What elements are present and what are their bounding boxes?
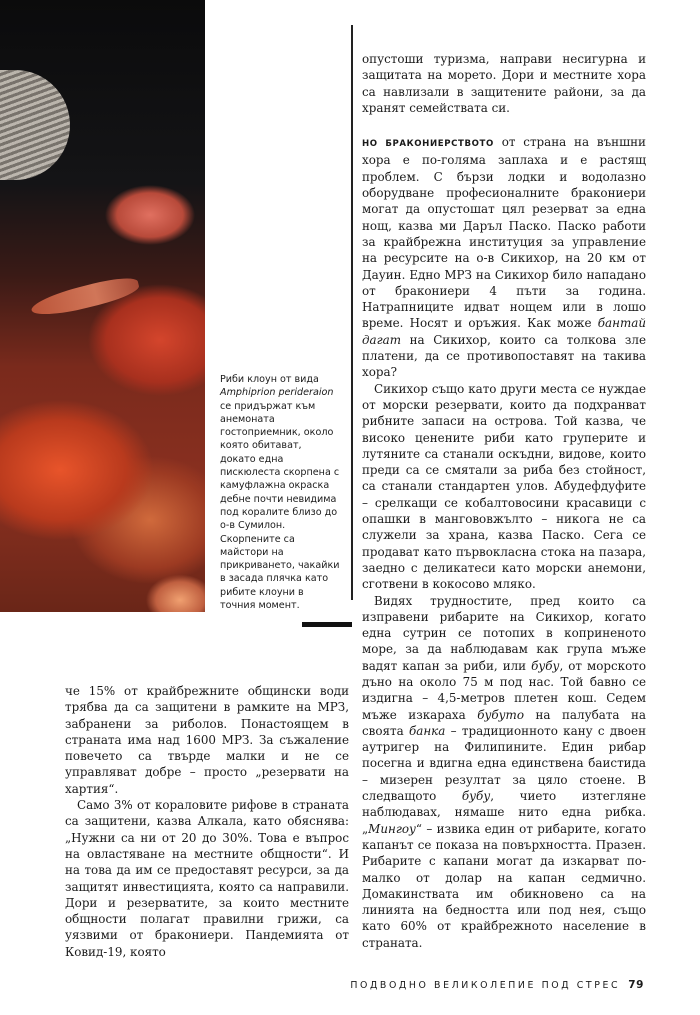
p3-text-e: , чието изтегляне наблюдавах, нямаше нито една рибка. „ (362, 789, 647, 836)
page-number: 79 (628, 979, 644, 991)
right-paragraph-1 (362, 134, 646, 380)
caption-species: Amphiprion perideraion (220, 387, 334, 399)
p3-text-f: “ – извика един от рибарите, когато капанът се показа на повърхността. Празен. Рибарите с капани могат да изкарват по-малко от долар на капан седмично. Домакинствата им обикновено са на линията на бедността или под нея, също като 60% от крайбрежното население в страната. (362, 821, 646, 950)
paragraph-gap (362, 116, 646, 134)
p1-term: бантай дагат (362, 316, 646, 347)
p1-text-a: от страна на външни хора е по-голяма заплаха и е растящ проблем. С бързи лодки и водолазно оборудване професионалните бракониери могат да опустошат цял резерват за една нощ, казва ми Даръл Паско. Паско работи за крайбрежна институция за управление на ресурсите на о-в Сикихор, на 20 км от Дауин. Едно МРЗ на Сикихор било нападано от бракониери 4 пъти за година. Натрапниците идват нощем или в лошо време. Носят и оръжия. Как може (362, 135, 646, 331)
p3-term-4: бубу (461, 789, 491, 804)
column-divider (351, 25, 353, 600)
p3-text-b: , от морското дъно на около 75 м под нас. Той бавно се издигна – 4,5-метров плетен кош. Седем мъже изкараха (362, 658, 646, 722)
p3-text-a: Видях трудностите, пред които са изправени рибарите на Сикихор, когато една сутрин се потопих в коприненото море, за да наблюдавам как група мъже вадят капан за риби, или (362, 593, 646, 673)
scorpionfish (29, 273, 141, 321)
left-paragraph-1: че 15% от крайбрежните общински води трябва да са защитени в рамките на МРЗ, забранени за риболов. Понастоящем в страната има над 1600 МРЗ. За съжаление повечето са твърде малки и не се управляват добре – просто „резервати на хартия“. (65, 684, 349, 796)
photo-caption (220, 373, 340, 612)
p3-term-3: банка (408, 723, 446, 738)
p3-text-d: – традиционното кану с двоен аутригер на Филипините. Един рибар посегна и вдигна една единствена баистида – мизерен резултат за цяло стоене. В следващото (362, 723, 646, 804)
p3-term-1: бубу (531, 658, 560, 673)
reef-photo (0, 0, 205, 612)
caption-text-2: се придържат към анемоната гостоприемник, около която обитават, докато една пискюлеста скорпена с камуфлажна окраска дебне почти невидима под коралите близо до о-в Сумилон. Скорпените са майстори на прикриването, чакайки в засада плячка като рибите клоуни в точния момент. (220, 400, 340, 612)
p3-term-5: Мингоу (368, 821, 416, 836)
running-title: ПОДВОДНО ВЕЛИКОЛЕПИЕ ПОД СТРЕС (350, 980, 621, 991)
right-column (362, 51, 646, 951)
left-column (65, 683, 349, 960)
right-paragraph-2: Сикихор също като други места се нуждае от морски резервати, които да подхранват рибните запаси на острова. Той казва, че високо ценените риби като груперите и лутяните са станали оскъдни, видове, които преди са се смятали за риба без стойност, са станали стандартен улов. Абудефдуфите – срелкащи се кобалтовосини красавици с опашки в мангововжълто – никога не са служели за храна, казва Паско. Сега се продават като първокласна стока на пазара, заедно с деликатеси като морски анемони, сготвени в кокосово мляко. (362, 381, 646, 592)
p1-text-b: на Сикихор, които са толкова зле платени, да се противопоставят на такива хора? (362, 332, 646, 380)
left-paragraph-2: Само 3% от кораловите рифове в страната са защитени, казва Алкала, като обяснява: „Нужни са ни от 20 до 30%. Това е въпрос на овластяване на местните общности“. И на това да им се предоставят ресурси, за да защитят инвестицията, която са направили. Дори и резерватите, за които местните общности полагат правилни грижи, са уязвими от бракониери. Пандемията от Ковид-19, която (65, 798, 349, 959)
caption-rule (302, 622, 352, 627)
caption-text-1: Риби клоун от вида (220, 374, 319, 385)
right-paragraph-3 (362, 593, 646, 952)
right-paragraph-0: опустоши туризма, направи несигурна и защитата на морето. Дори и местните хора са навлизали в защитените райони, за да хранят семействата си. (362, 52, 646, 115)
page-footer (350, 979, 644, 991)
p3-term-2: бубуто (477, 707, 524, 722)
section-lead: НО БРАКОНИЕРСТВОТО (362, 139, 494, 150)
p3-text-c: на палубата на своята (362, 707, 646, 738)
anemone-tentacles (0, 70, 70, 180)
